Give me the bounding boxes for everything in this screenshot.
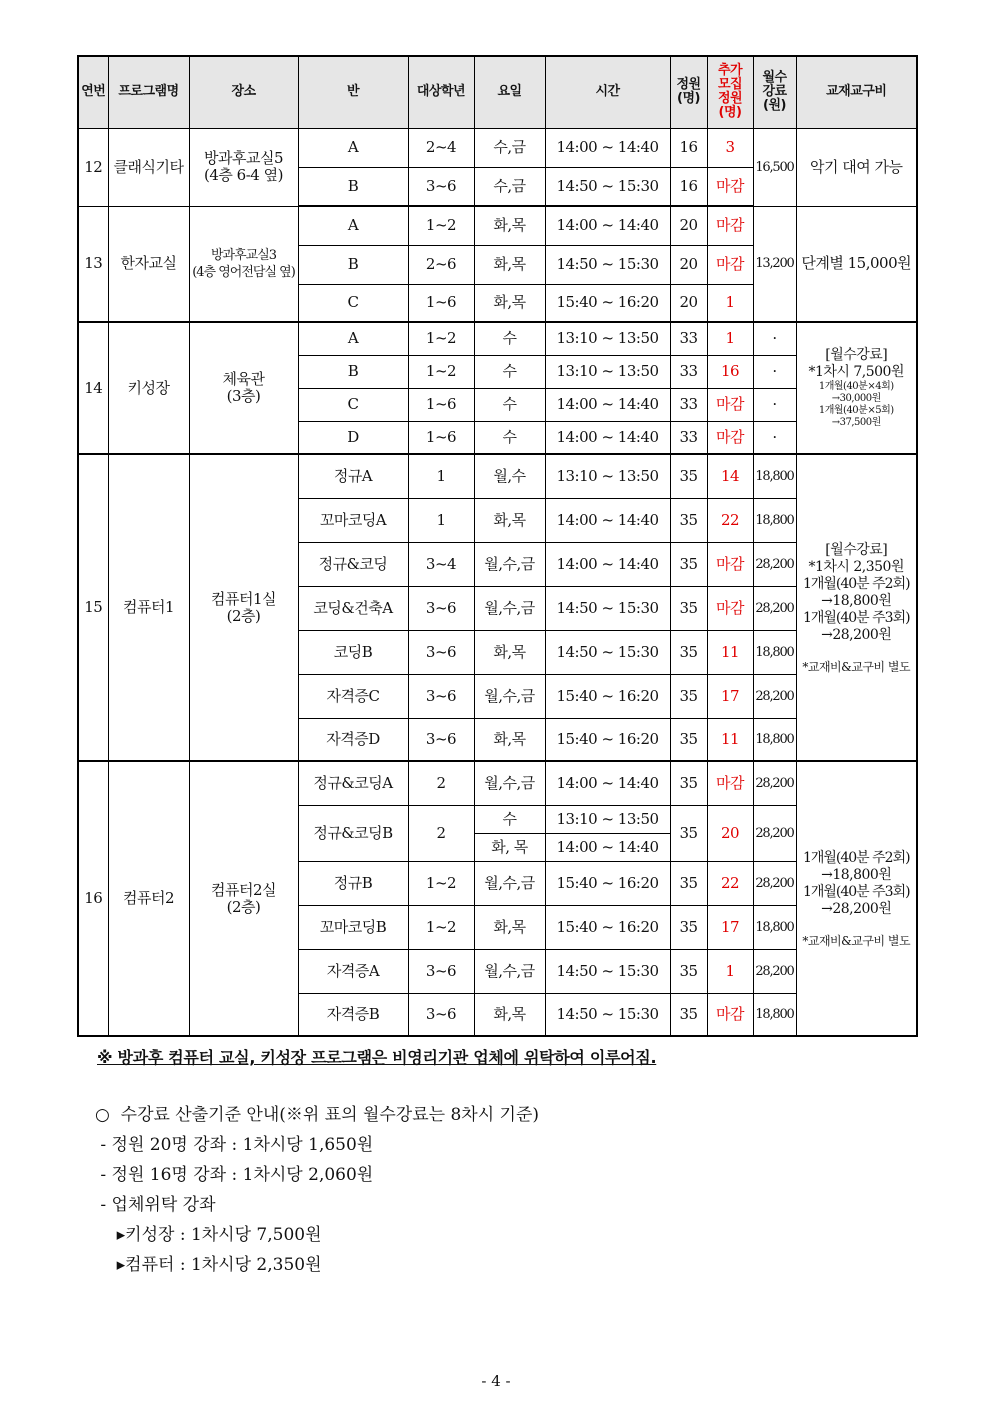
material-line: 1개월(40분×5회) <box>818 405 894 416</box>
class: B <box>298 167 408 206</box>
class: C <box>298 284 408 322</box>
class: 코딩B <box>298 630 408 674</box>
fee: 18,800 <box>753 630 796 674</box>
time: 15:40 ~ 16:20 <box>545 861 670 905</box>
fee-guide-heading: ○ 수강료 산출기준 안내(※위 표의 월수강료는 8차시 기준) <box>95 1105 540 1125</box>
material <box>796 322 917 454</box>
program-name: 컴퓨터2 <box>108 761 189 1036</box>
day: 화,목 <box>474 993 545 1036</box>
class: 정규B <box>298 861 408 905</box>
header-program: 프로그램명 <box>108 56 189 128</box>
material-spacer <box>797 918 917 935</box>
day: 월,수,금 <box>474 542 545 586</box>
grade: 3~6 <box>408 718 474 761</box>
class: 정규&코딩B <box>298 805 408 861</box>
time: 13:10 ~ 13:50 <box>545 454 670 498</box>
header-extra: 추가 모집 정원 (명) <box>707 56 753 128</box>
fee: 18,800 <box>753 905 796 949</box>
program-name: 클래식기타 <box>108 128 189 206</box>
header-no: 연번 <box>78 56 108 128</box>
extra: 마감 <box>707 586 753 630</box>
material-line: *1차시 7,500원 <box>808 364 904 380</box>
material-line: →28,200원 <box>821 901 892 917</box>
time: 14:00 ~ 14:40 <box>545 388 670 421</box>
fee: · <box>753 355 796 388</box>
grade: 2 <box>408 761 474 805</box>
day: 수 <box>474 322 545 355</box>
time: 14:00 ~ 14:40 <box>545 206 670 245</box>
extra: 11 <box>707 630 753 674</box>
table-row <box>78 128 917 167</box>
grade: 3~4 <box>408 542 474 586</box>
grade: 3~6 <box>408 949 474 993</box>
time: 14:00 ~ 14:40 <box>545 498 670 542</box>
time: 15:40 ~ 16:20 <box>545 674 670 718</box>
extra: 1 <box>707 284 753 322</box>
extra: 1 <box>707 322 753 355</box>
material <box>796 761 917 1036</box>
row-no: 15 <box>78 454 108 761</box>
class: 자격증A <box>298 949 408 993</box>
time: 14:50 ~ 15:30 <box>545 949 670 993</box>
time: 14:00 ~ 14:40 <box>545 542 670 586</box>
grade: 2~6 <box>408 245 474 284</box>
extra: 마감 <box>707 167 753 206</box>
day <box>474 805 545 861</box>
day: 월,수 <box>474 454 545 498</box>
quota: 35 <box>670 718 707 761</box>
fee: · <box>753 388 796 421</box>
grade: 1 <box>408 454 474 498</box>
class: B <box>298 245 408 284</box>
class: C <box>298 388 408 421</box>
extra: 22 <box>707 498 753 542</box>
class: 자격증C <box>298 674 408 718</box>
fee: 16,500 <box>753 128 796 206</box>
header-day: 요일 <box>474 56 545 128</box>
day-line: 화, 목 <box>475 833 545 861</box>
grade: 3~6 <box>408 674 474 718</box>
extra: 17 <box>707 905 753 949</box>
day: 화,목 <box>474 630 545 674</box>
class: 꼬마코딩A <box>298 498 408 542</box>
extra: 마감 <box>707 761 753 805</box>
extra: 1 <box>707 949 753 993</box>
row-no: 13 <box>78 206 108 322</box>
fee: 18,800 <box>753 498 796 542</box>
extra: 11 <box>707 718 753 761</box>
program-name: 키성장 <box>108 322 189 454</box>
grade: 1~2 <box>408 861 474 905</box>
day-line: 수 <box>502 809 517 828</box>
quota: 35 <box>670 674 707 718</box>
time: 14:00 ~ 14:40 <box>545 128 670 167</box>
fee-guide <box>95 1100 539 1280</box>
time-line: 13:10 ~ 13:50 <box>556 809 659 828</box>
day: 월,수,금 <box>474 761 545 805</box>
quota: 35 <box>670 542 707 586</box>
material-line: *1차시 2,350원 <box>808 559 904 575</box>
place: 방과후교실3 (4층 영어전담실 옆) <box>189 206 298 322</box>
grade: 1~6 <box>408 388 474 421</box>
outsourcing-footnote: ※ 방과후 컴퓨터 교실, 키성장 프로그램은 비영리기관 업체에 위탁하여 이루어짐. <box>97 1048 657 1067</box>
extra: 14 <box>707 454 753 498</box>
class: 정규&코딩A <box>298 761 408 805</box>
fee-guide-item: ▸키성장 : 1차시당 7,500원 <box>95 1225 322 1245</box>
extra: 마감 <box>707 388 753 421</box>
material-line: 1개월(40분 주2회) <box>802 850 910 866</box>
quota: 35 <box>670 993 707 1036</box>
program-name: 컴퓨터1 <box>108 454 189 761</box>
header-fee: 월수 강료 (원) <box>753 56 796 128</box>
quota: 35 <box>670 454 707 498</box>
quota: 35 <box>670 761 707 805</box>
day: 월,수,금 <box>474 861 545 905</box>
program-schedule-table <box>77 55 918 1037</box>
place: 컴퓨터1실 (2층) <box>189 454 298 761</box>
grade: 3~6 <box>408 993 474 1036</box>
fee: 28,200 <box>753 949 796 993</box>
time: 14:50 ~ 15:30 <box>545 167 670 206</box>
day: 월,수,금 <box>474 674 545 718</box>
fee: 28,200 <box>753 542 796 586</box>
material <box>796 454 917 761</box>
time: 13:10 ~ 13:50 <box>545 355 670 388</box>
day: 수,금 <box>474 167 545 206</box>
page-number: - 4 - <box>481 1372 511 1390</box>
grade: 3~6 <box>408 630 474 674</box>
material-line: →30,000원 <box>831 393 881 404</box>
quota: 35 <box>670 861 707 905</box>
table-row <box>78 454 917 498</box>
header-material: 교재교구비 <box>796 56 917 128</box>
quota: 35 <box>670 630 707 674</box>
material: 악기 대여 가능 <box>796 128 917 206</box>
header-grade: 대상학년 <box>408 56 474 128</box>
time: 14:50 ~ 15:30 <box>545 630 670 674</box>
grade: 1 <box>408 498 474 542</box>
header-quota: 정원 (명) <box>670 56 707 128</box>
header-time: 시간 <box>545 56 670 128</box>
fee: 18,800 <box>753 454 796 498</box>
row-no: 14 <box>78 322 108 454</box>
day: 수 <box>474 355 545 388</box>
class: 자격증D <box>298 718 408 761</box>
time: 15:40 ~ 16:20 <box>545 718 670 761</box>
class: 꼬마코딩B <box>298 905 408 949</box>
fee: 28,200 <box>753 761 796 805</box>
time: 15:40 ~ 16:20 <box>545 905 670 949</box>
extra: 마감 <box>707 993 753 1036</box>
time: 14:00 ~ 14:40 <box>545 761 670 805</box>
extra: 마감 <box>707 542 753 586</box>
class: A <box>298 322 408 355</box>
material-spacer <box>797 644 917 661</box>
extra: 17 <box>707 674 753 718</box>
time: 14:50 ~ 15:30 <box>545 245 670 284</box>
row-no: 16 <box>78 761 108 1036</box>
class: A <box>298 128 408 167</box>
grade: 2~4 <box>408 128 474 167</box>
fee-guide-item: ▸컴퓨터 : 1차시당 2,350원 <box>95 1255 322 1275</box>
class: 코딩&건축A <box>298 586 408 630</box>
quota: 16 <box>670 128 707 167</box>
quota: 20 <box>670 245 707 284</box>
class: B <box>298 355 408 388</box>
material-line: [월수강료] <box>825 347 888 363</box>
fee: · <box>753 322 796 355</box>
quota: 35 <box>670 586 707 630</box>
material-line: 1개월(40분 주3회) <box>802 610 910 626</box>
fee-guide-item: - 정원 16명 강좌 : 1차시당 2,060원 <box>95 1165 374 1185</box>
material-line: →18,800원 <box>821 867 892 883</box>
extra: 마감 <box>707 421 753 454</box>
fee-guide-item: - 업체위탁 강좌 <box>95 1195 216 1215</box>
day: 화,목 <box>474 498 545 542</box>
extra: 마감 <box>707 206 753 245</box>
time: 14:00 ~ 14:40 <box>545 421 670 454</box>
day: 화,목 <box>474 905 545 949</box>
class: 자격증B <box>298 993 408 1036</box>
day: 화,목 <box>474 206 545 245</box>
place: 체육관 (3층) <box>189 322 298 454</box>
quota: 33 <box>670 421 707 454</box>
extra: 16 <box>707 355 753 388</box>
grade: 1~6 <box>408 284 474 322</box>
time: 14:50 ~ 15:30 <box>545 586 670 630</box>
material: 단계별 15,000원 <box>796 206 917 322</box>
material-line: *교재비&교구비 별도 <box>802 660 911 674</box>
quota: 33 <box>670 355 707 388</box>
table-row <box>78 761 917 805</box>
quota: 33 <box>670 322 707 355</box>
class: A <box>298 206 408 245</box>
time <box>545 805 670 861</box>
fee: 18,800 <box>753 993 796 1036</box>
material-line: →18,800원 <box>821 593 892 609</box>
day: 월,수,금 <box>474 949 545 993</box>
material-line: [월수강료] <box>825 542 888 558</box>
grade: 3~6 <box>408 167 474 206</box>
table-row <box>78 322 917 355</box>
time: 13:10 ~ 13:50 <box>545 322 670 355</box>
time: 14:50 ~ 15:30 <box>545 993 670 1036</box>
material-line: *교재비&교구비 별도 <box>802 934 911 948</box>
day: 화,목 <box>474 284 545 322</box>
day: 화,목 <box>474 245 545 284</box>
grade: 1~2 <box>408 206 474 245</box>
material-line: 1개월(40분×4회) <box>818 381 894 392</box>
quota: 33 <box>670 388 707 421</box>
extra: 3 <box>707 128 753 167</box>
quota: 35 <box>670 805 707 861</box>
extra: 20 <box>707 805 753 861</box>
quota: 16 <box>670 167 707 206</box>
fee: · <box>753 421 796 454</box>
header-class: 반 <box>298 56 408 128</box>
time-line: 14:00 ~ 14:40 <box>546 833 670 861</box>
grade: 3~6 <box>408 586 474 630</box>
grade: 1~2 <box>408 905 474 949</box>
fee: 28,200 <box>753 805 796 861</box>
fee-guide-item: - 정원 20명 강좌 : 1차시당 1,650원 <box>95 1135 374 1155</box>
class: 정규A <box>298 454 408 498</box>
grade: 2 <box>408 805 474 861</box>
quota: 35 <box>670 498 707 542</box>
row-no: 12 <box>78 128 108 206</box>
quota: 20 <box>670 206 707 245</box>
day: 수,금 <box>474 128 545 167</box>
quota: 35 <box>670 949 707 993</box>
fee: 28,200 <box>753 586 796 630</box>
day: 화,목 <box>474 718 545 761</box>
material-line: 1개월(40분 주2회) <box>802 576 910 592</box>
header-place: 장소 <box>189 56 298 128</box>
fee: 28,200 <box>753 674 796 718</box>
day: 수 <box>474 421 545 454</box>
table-header-row <box>78 56 917 128</box>
program-name: 한자교실 <box>108 206 189 322</box>
place: 컴퓨터2실 (2층) <box>189 761 298 1036</box>
material-line: 1개월(40분 주3회) <box>802 884 910 900</box>
time: 15:40 ~ 16:20 <box>545 284 670 322</box>
day: 수 <box>474 388 545 421</box>
grade: 1~2 <box>408 355 474 388</box>
grade: 1~2 <box>408 322 474 355</box>
material-line: →28,200원 <box>821 627 892 643</box>
class: 정규&코딩 <box>298 542 408 586</box>
fee: 18,800 <box>753 718 796 761</box>
material-line: →37,500원 <box>831 417 881 428</box>
fee: 13,200 <box>753 206 796 322</box>
grade: 1~6 <box>408 421 474 454</box>
class: D <box>298 421 408 454</box>
table-row <box>78 206 917 245</box>
extra: 22 <box>707 861 753 905</box>
fee: 28,200 <box>753 861 796 905</box>
place: 방과후교실5 (4층 6-4 옆) <box>189 128 298 206</box>
extra: 마감 <box>707 245 753 284</box>
quota: 20 <box>670 284 707 322</box>
quota: 35 <box>670 905 707 949</box>
day: 월,수,금 <box>474 586 545 630</box>
